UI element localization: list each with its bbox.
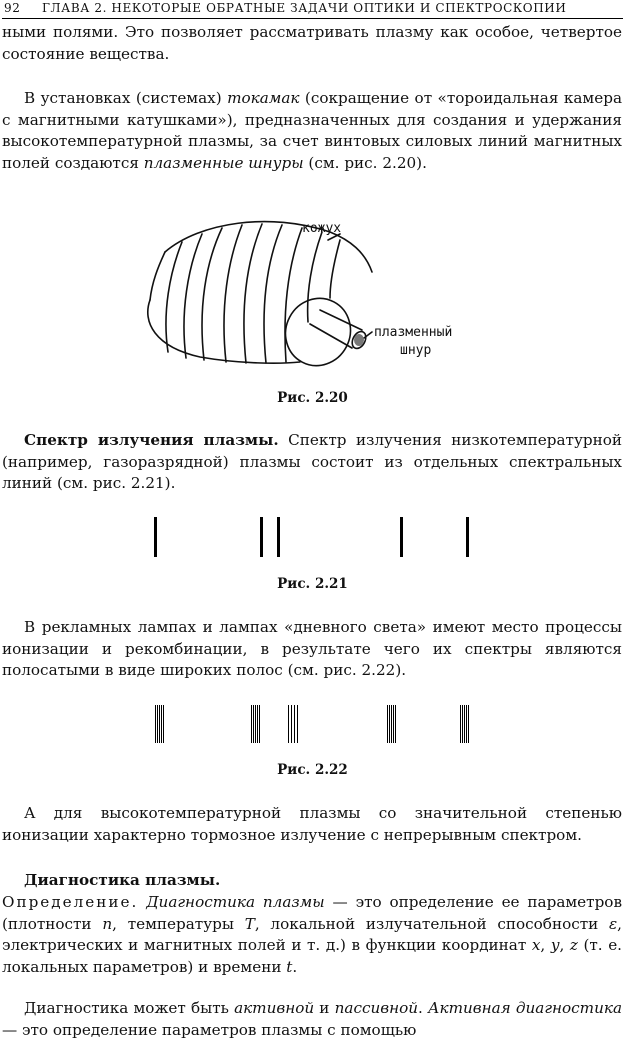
text-run: (сокращение от «тороидальная камера с магнитными катушками»), предназначенных для создания и удержания высокотемпературной плазмы, за счет винтовых силовых линий магнитных полей создаются xyxy=(2,89,623,172)
definition-label: Определение. xyxy=(2,893,139,911)
paragraph-plasma-state: ными полями. Это позволяет рассматривать плазму как особое, четвертое состояние вещества. xyxy=(2,23,622,63)
spectral-line xyxy=(400,517,403,557)
text-run: Спектр излучения низкотемпературной (например, газоразрядной) плазмы состоит из отдельных спектральных линий (см. рис. 2.21). xyxy=(2,431,622,492)
math-var: y xyxy=(550,936,560,954)
spectral-line xyxy=(260,517,263,557)
label-casing: кожух xyxy=(302,221,342,236)
math-var: t xyxy=(286,957,293,976)
text-run: , локальной излучательной способности xyxy=(254,914,610,933)
figure-caption-2-21: Рис. 2.21 xyxy=(277,576,348,592)
paragraph-definition xyxy=(2,892,622,978)
term-active-diagnostics: Активная диагностика xyxy=(428,999,622,1017)
term-plasma-cords: плазменные шнуры xyxy=(143,153,304,172)
spectral-band xyxy=(388,705,396,743)
heading-text: Диагностика плазмы. xyxy=(24,871,221,889)
math-var: T xyxy=(244,914,255,933)
text-run: (см. рис. 2.20). xyxy=(303,153,427,172)
math-var: ε xyxy=(609,914,618,933)
text-run: — это определение ее параметров (плотности xyxy=(2,893,622,933)
text-run: , xyxy=(540,936,551,954)
paragraph-lamps: В рекламных лампах и лампах «дневного света» имеют место процессы ионизации и рекомбинации, в результате чего их спектры являются полосатыми в виде широких полос (см. рис. 2.22). xyxy=(2,618,622,679)
winding-stripe xyxy=(244,224,262,363)
term-tokamak: токамак xyxy=(227,89,300,107)
winding-stripe xyxy=(285,228,302,362)
spectral-line xyxy=(466,517,469,557)
winding-stripe xyxy=(308,232,322,322)
winding-stripe xyxy=(224,225,242,362)
line-spectrum-figure xyxy=(140,515,485,560)
spectral-band xyxy=(461,705,469,743)
text-run: , xyxy=(559,936,570,954)
figure-caption-2-22: Рис. 2.22 xyxy=(277,762,348,778)
term-passive: пассивной xyxy=(334,999,419,1017)
term-active: активной xyxy=(234,999,315,1017)
cord-hatched-end xyxy=(354,334,364,346)
text-run: (т. е. локальных параметров) и времени xyxy=(2,936,623,976)
term-plasma-diagnostics: Диагностика плазмы xyxy=(146,893,325,911)
page-number: 92 xyxy=(4,1,21,15)
text-run: , электрических и магнитных полей и т. д.) в функции координат xyxy=(2,914,622,954)
paragraph-bremsstrahlung: А для высокотемпературной плазмы со значительной степенью ионизации характерно тормозное излучение с непрерывным спектром. xyxy=(2,804,622,844)
text-run: В установках (системах) xyxy=(24,89,228,107)
label-plasma-cord-1: плазменный xyxy=(374,325,453,340)
cord-top-edge xyxy=(320,310,362,330)
spectral-band xyxy=(289,705,298,743)
winding-stripe xyxy=(330,240,340,298)
spectral-band xyxy=(156,705,164,743)
cord-bottom-edge xyxy=(310,324,352,348)
label-plasma-cord-2: шнур xyxy=(400,343,432,358)
spectral-line xyxy=(154,517,157,557)
paragraph-diagnostics-types xyxy=(2,998,622,1041)
paragraph-emission-spectrum xyxy=(2,430,622,495)
winding-stripe xyxy=(264,225,282,363)
text-run: . xyxy=(418,999,429,1017)
text-run: . xyxy=(292,957,298,976)
math-var: z xyxy=(569,936,578,954)
math-var: x xyxy=(531,936,541,954)
tokamak-casing-figure xyxy=(140,212,490,377)
spectral-band xyxy=(252,705,260,743)
winding-stripe xyxy=(202,228,222,360)
text-run: и xyxy=(314,999,335,1017)
figure-caption-2-20: Рис. 2.20 xyxy=(277,390,348,406)
spectral-line xyxy=(277,517,280,557)
section-heading-emission: Спектр излучения плазмы. xyxy=(24,431,279,449)
winding-stripe xyxy=(166,242,182,352)
text-run: — это определение параметров плазмы с помощью xyxy=(2,1020,417,1039)
casing-left-edge xyxy=(150,252,165,300)
winding-stripe xyxy=(184,234,202,358)
running-header xyxy=(2,0,623,19)
text-run: , температуры xyxy=(112,914,245,933)
text-run: Диагностика может быть xyxy=(24,999,235,1017)
paragraph-tokamak xyxy=(2,88,622,174)
band-spectrum-figure xyxy=(150,705,475,745)
running-title: ГЛАВА 2. НЕКОТОРЫЕ ОБРАТНЫЕ ЗАДАЧИ ОПТИКИ И СПЕКТРОСКОПИИ xyxy=(42,1,567,15)
section-heading-diagnostics xyxy=(2,870,622,892)
math-var: n xyxy=(102,914,113,933)
